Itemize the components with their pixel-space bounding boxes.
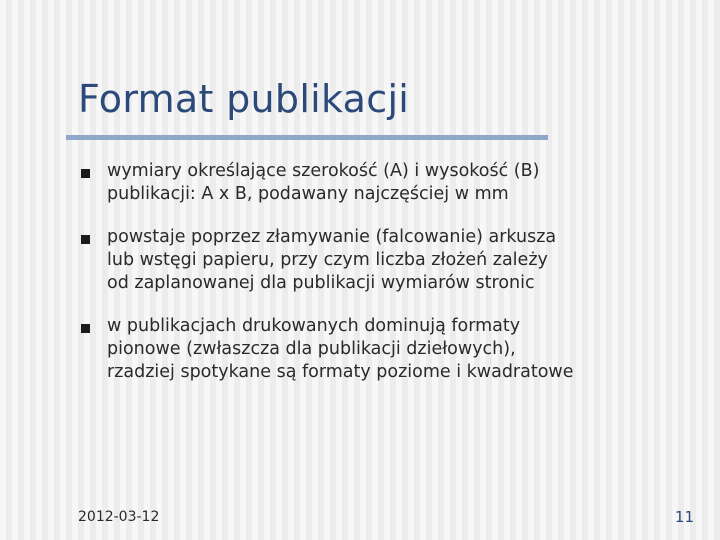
bullet-item [78,226,678,295]
slide-number: 11 [674,508,694,526]
square-bullet-icon [81,169,90,178]
title-underline [66,135,548,140]
bullet-item [78,160,678,206]
square-bullet-icon [81,235,90,244]
bullet-text: wymiary określające szerokość (A) i wysokość (B) publikacji: A x B, podawany najczęściej w mm [107,161,540,204]
bullet-text: w publikacjach drukowanych dominują formaty pionowe (zwłaszcza dla publikacji dziełowych), rzadziej spotykane są formaty poziome i kwadratowe [107,316,574,382]
bullet-list [78,160,678,404]
bullet-text: powstaje poprzez złamywanie (falcowanie) arkusza lub wstęgi papieru, przy czym liczba złożeń zależy od zaplanowanej dla publikacji wymiarów stronic [107,227,557,293]
slide-title: Format publikacji [78,77,410,121]
footer-date: 2012-03-12 [78,509,160,525]
bullet-item [78,315,678,384]
square-bullet-icon [81,324,90,333]
